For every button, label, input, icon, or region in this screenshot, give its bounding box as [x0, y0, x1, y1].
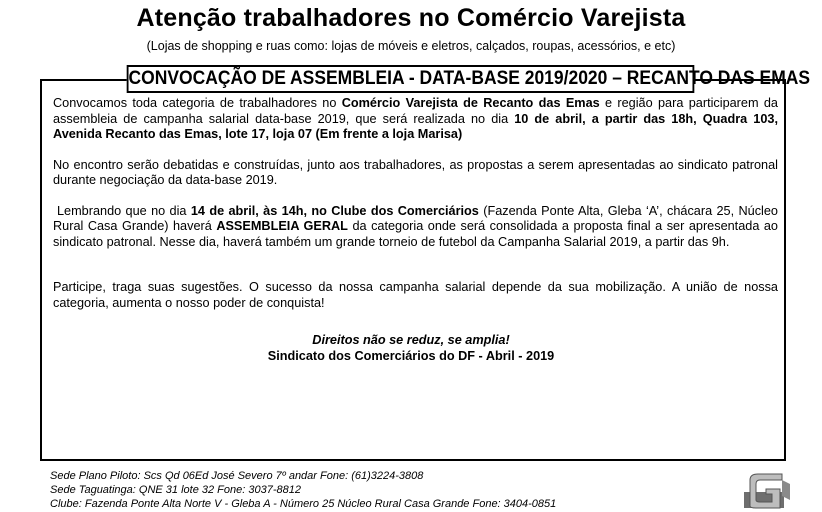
footer-addresses — [50, 470, 556, 511]
text: e região para participarem da assembleia de campanha salarial data-base 2019, que será realizada no dia — [53, 96, 778, 126]
bold-text: 10 de abril, a partir das 18h, Quadra 103, Avenida Recanto das Emas, lote 17, loja 07 (Em frente a loja Marisa) — [53, 111, 778, 141]
paragraph-general-assembly — [53, 204, 778, 251]
paragraph-debate: No encontro serão debatidas e construídas, junto aos trabalhadores, as propostas a serem apresentadas ao sindicato patronal durante negociação da data-base 2019. — [53, 157, 778, 187]
convocation-banner: CONVOCAÇÃO DE ASSEMBLEIA - DATA-BASE 2019/2020 – RECANTO DAS EMAS — [127, 65, 695, 93]
slogan: Direitos não se reduz, se amplia! — [312, 333, 510, 347]
paragraph-convocation — [53, 96, 778, 143]
footer-address-taguatinga: Sede Taguatinga: QNE 31 lote 32 Fone: 3037-8812 — [50, 483, 301, 496]
signature-block — [0, 333, 822, 364]
notice-body — [53, 96, 778, 311]
bold-text: ASSEMBLEIA GERAL — [216, 219, 348, 233]
union-logo-icon — [742, 470, 796, 510]
text: (Fazenda Ponte Alta, Gleba ‘A’, chácara 25, Núcleo Rural Casa Grande) haverá — [53, 203, 778, 233]
page-subtitle: (Lojas de shopping e ruas como: lojas de móveis e eletros, calçados, roupas, acessórios, e etc) — [146, 39, 676, 53]
paragraph-participate: Participe, traga suas sugestões. O sucesso da nossa campanha salarial depende da sua mobilização. A união de nossa categoria, aumenta o nosso poder de conquista! — [53, 280, 778, 310]
text: Lembrando que no dia — [57, 203, 191, 218]
text: Convocamos toda categoria de trabalhadores no — [53, 96, 342, 110]
text: da categoria onde será consolidada a proposta final a ser apresentada ao sindicato patronal. Nesse dia, haverá também um grande torneio de futebol da Campanha Salarial 2019, a partir das 9h. — [53, 219, 778, 249]
bold-text: 14 de abril, às 14h, no Clube dos Comerciários — [190, 203, 479, 218]
footer-address-club: Clube: Fazenda Ponte Alta Norte V - Gleba A - Número 25 Núcleo Rural Casa Grande Fone: 3404-0851 — [50, 497, 557, 510]
footer-address-plano-piloto: Sede Plano Piloto: Scs Qd 06Ed José Severo 7º andar Fone: (61)3224-3808 — [50, 470, 424, 482]
signature: Sindicato dos Comerciários do DF - Abril - 2019 — [267, 348, 555, 363]
page-title: Atenção trabalhadores no Comércio Varejista — [136, 4, 686, 32]
bold-text: Comércio Varejista de Recanto das Emas — [341, 96, 600, 110]
